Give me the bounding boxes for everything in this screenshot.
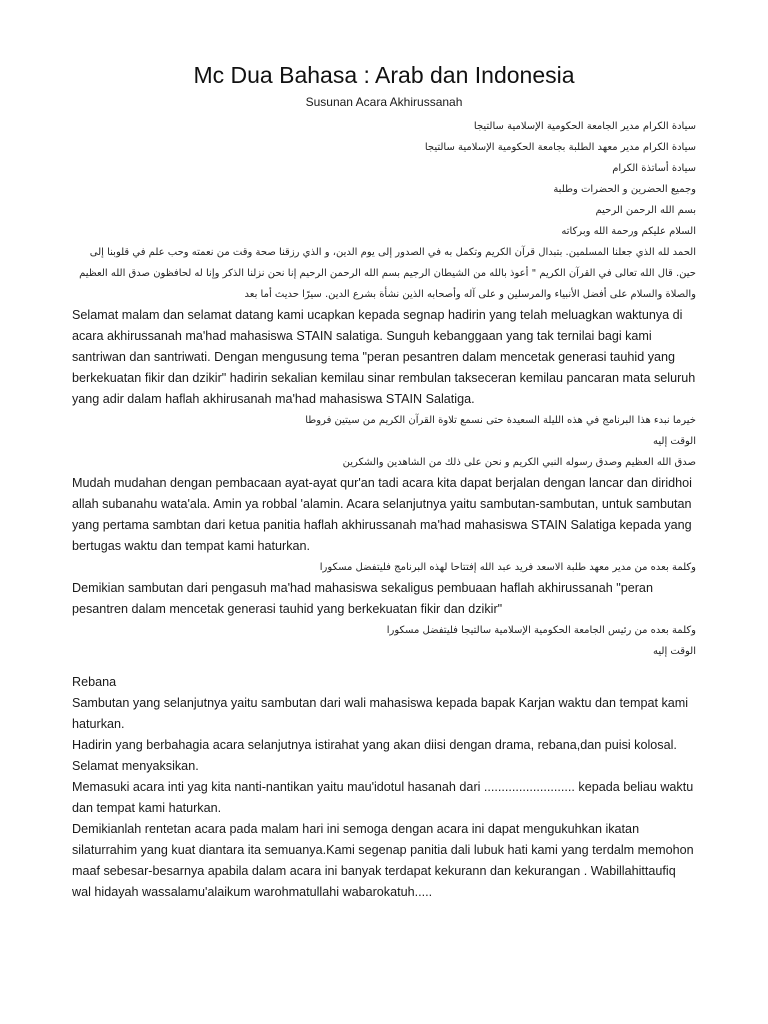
- arabic-line: وجميع الحضرين و الحضرات وطلبة: [553, 184, 696, 195]
- paragraph-wali: Sambutan yang selanjutnya yaitu sambutan dari wali mahasiswa kepada bapak Karjan waktu dan tempat kami haturkan.: [72, 696, 689, 731]
- spacer: [72, 662, 696, 672]
- arabic-line: الحمد لله الذي جعلنا المسلمين. بتبدال قرآن الكريم وتكمل به في الصدور إلى يوم الدين، و الذي رزقنا صحة وقت من نعمته وحب علم في قلوبنا إلى حين. قال الله تعالى في القرآن الكريم " أعوذ بالله من الشيطان الرجيم بسم الله الرحمن الرحيم إنا نحن نزلنا الذكر وإنا له لحافظون صدق الله العظيم: [79, 247, 696, 279]
- arabic-line: سيادة الكرام مدير الجامعة الحكومية الإسلامية سالتيجا: [473, 121, 696, 132]
- document-title: Mc Dua Bahasa : Arab dan Indonesia: [193, 62, 575, 88]
- paragraph-opening: Selamat malam dan selamat datang kami ucapkan kepada segnap hadirin yang telah meluagkan waktunya di acara akhirussanah ma'had mahasiswa STAIN salatiga. Sunguh kebanggaan yang tak ternilai bagi kami santriwan dan santriwati. Dengan mengusung tema "peran pesantren dalam mencetak generasi tauhid yang berkekuatan fikir dan dzikir" hadirin sekalian kemilau sinar rembulan takseceran kemilau pancaran mata seluruh yang adir dalam haflah akhirusanah ma'had mahasiswa STAIN Salatiga.: [72, 308, 696, 406]
- paragraph-closing: Demikianlah rentetan acara pada malam hari ini semoga dengan acara ini dapat mengukuhkan ikatan silaturrahim yang kuat diantara ita semuanya.Kami segenap panitia dali lubuk hati kami yang terdalm memohon maaf sebesar-besarnya apabila dalam acara ini banyak terdapat kekurann dan kekurangan . Wabillahittaufiq wal hidayah wassalamu'alaikum warohmatullahi wabarokatuh.....: [72, 822, 694, 899]
- arabic-line: سيادة أساتذة الكرام: [612, 163, 696, 174]
- arabic-line: الوقت إليه: [653, 436, 696, 447]
- arabic-line: بسم الله الرحمن الرحيم: [595, 205, 696, 216]
- arabic-line: صدق الله العظيم وصدق رسوله النبي الكريم و نحن على ذلك من الشاهدين والشكرين: [342, 457, 696, 468]
- paragraph-mauidoh: Memasuki acara inti yag kita nanti-nantikan yaitu mau'idotul hasanah dari .......................... kepada beliau waktu dan tempat kami haturkan.: [72, 780, 694, 815]
- arabic-line: وكلمة بعده من رئيس الجامعة الحكومية الإسلامية سالتيجا فليتفضل مسكورا: [386, 625, 696, 636]
- document-subtitle: Susunan Acara Akhirussanah: [305, 95, 463, 109]
- arabic-opening: [72, 116, 696, 305]
- arabic-line: والصلاة والسلام على أفضل الأنبياء والمرسلين و على آله وأصحابه الذين نشأة بشرع الدين. سيرًا حديث أما بعد: [244, 289, 696, 300]
- rebana-label: Rebana: [72, 675, 117, 689]
- paragraph-istirahat: Hadirin yang berbahagia acara selanjutnya istirahat yang akan diisi dengan drama, rebana,dan puisi kolosal. Selamat menyaksikan.: [72, 738, 677, 773]
- arabic-line: وكلمة بعده من مدير معهد طلبة الاسعد فريد عبد الله إفتتاحا لهذه البرنامج فليتفضل مسكورا: [319, 562, 696, 573]
- paragraph-sambutan: Demikian sambutan dari pengasuh ma'had mahasiswa sekaligus pembuaan haflah akhirussanah "peran pesantren dalam mencetak generasi tauhid yang berkekuatan fikir dan dzikir": [72, 581, 653, 616]
- arabic-line: خيرما نبدء هذا البرنامج في هذه الليلة السعيدة حتى نسمع تلاوة القرآن الكريم من سيتين فروطا: [305, 415, 696, 426]
- paragraph-after-quran: Mudah mudahan dengan pembacaan ayat-ayat qur'an tadi acara kita dapat berjalan dengan lancar dan diridhoi allah subanahu wata'ala. Amin ya robbal 'alamin. Acara selanjutnya yaitu sambutan-sambutan, untuk sambutan yang pertama sambtan dari ketua panitia haflah akhirussanah ma'had mahasiswa STAIN Salatiga kepada yang bertugas waktu dan tempat kami haturkan.: [72, 476, 692, 553]
- arabic-quran-intro: [72, 410, 696, 473]
- arabic-rector: [72, 620, 696, 662]
- arabic-line: الوقت إليه: [653, 646, 696, 657]
- arabic-line: سيادة الكرام مدير معهد الطلبة بجامعة الحكومية الإسلامية سالتيجا: [424, 142, 696, 153]
- arabic-line: السلام عليكم ورحمة الله وبركاته: [561, 226, 696, 237]
